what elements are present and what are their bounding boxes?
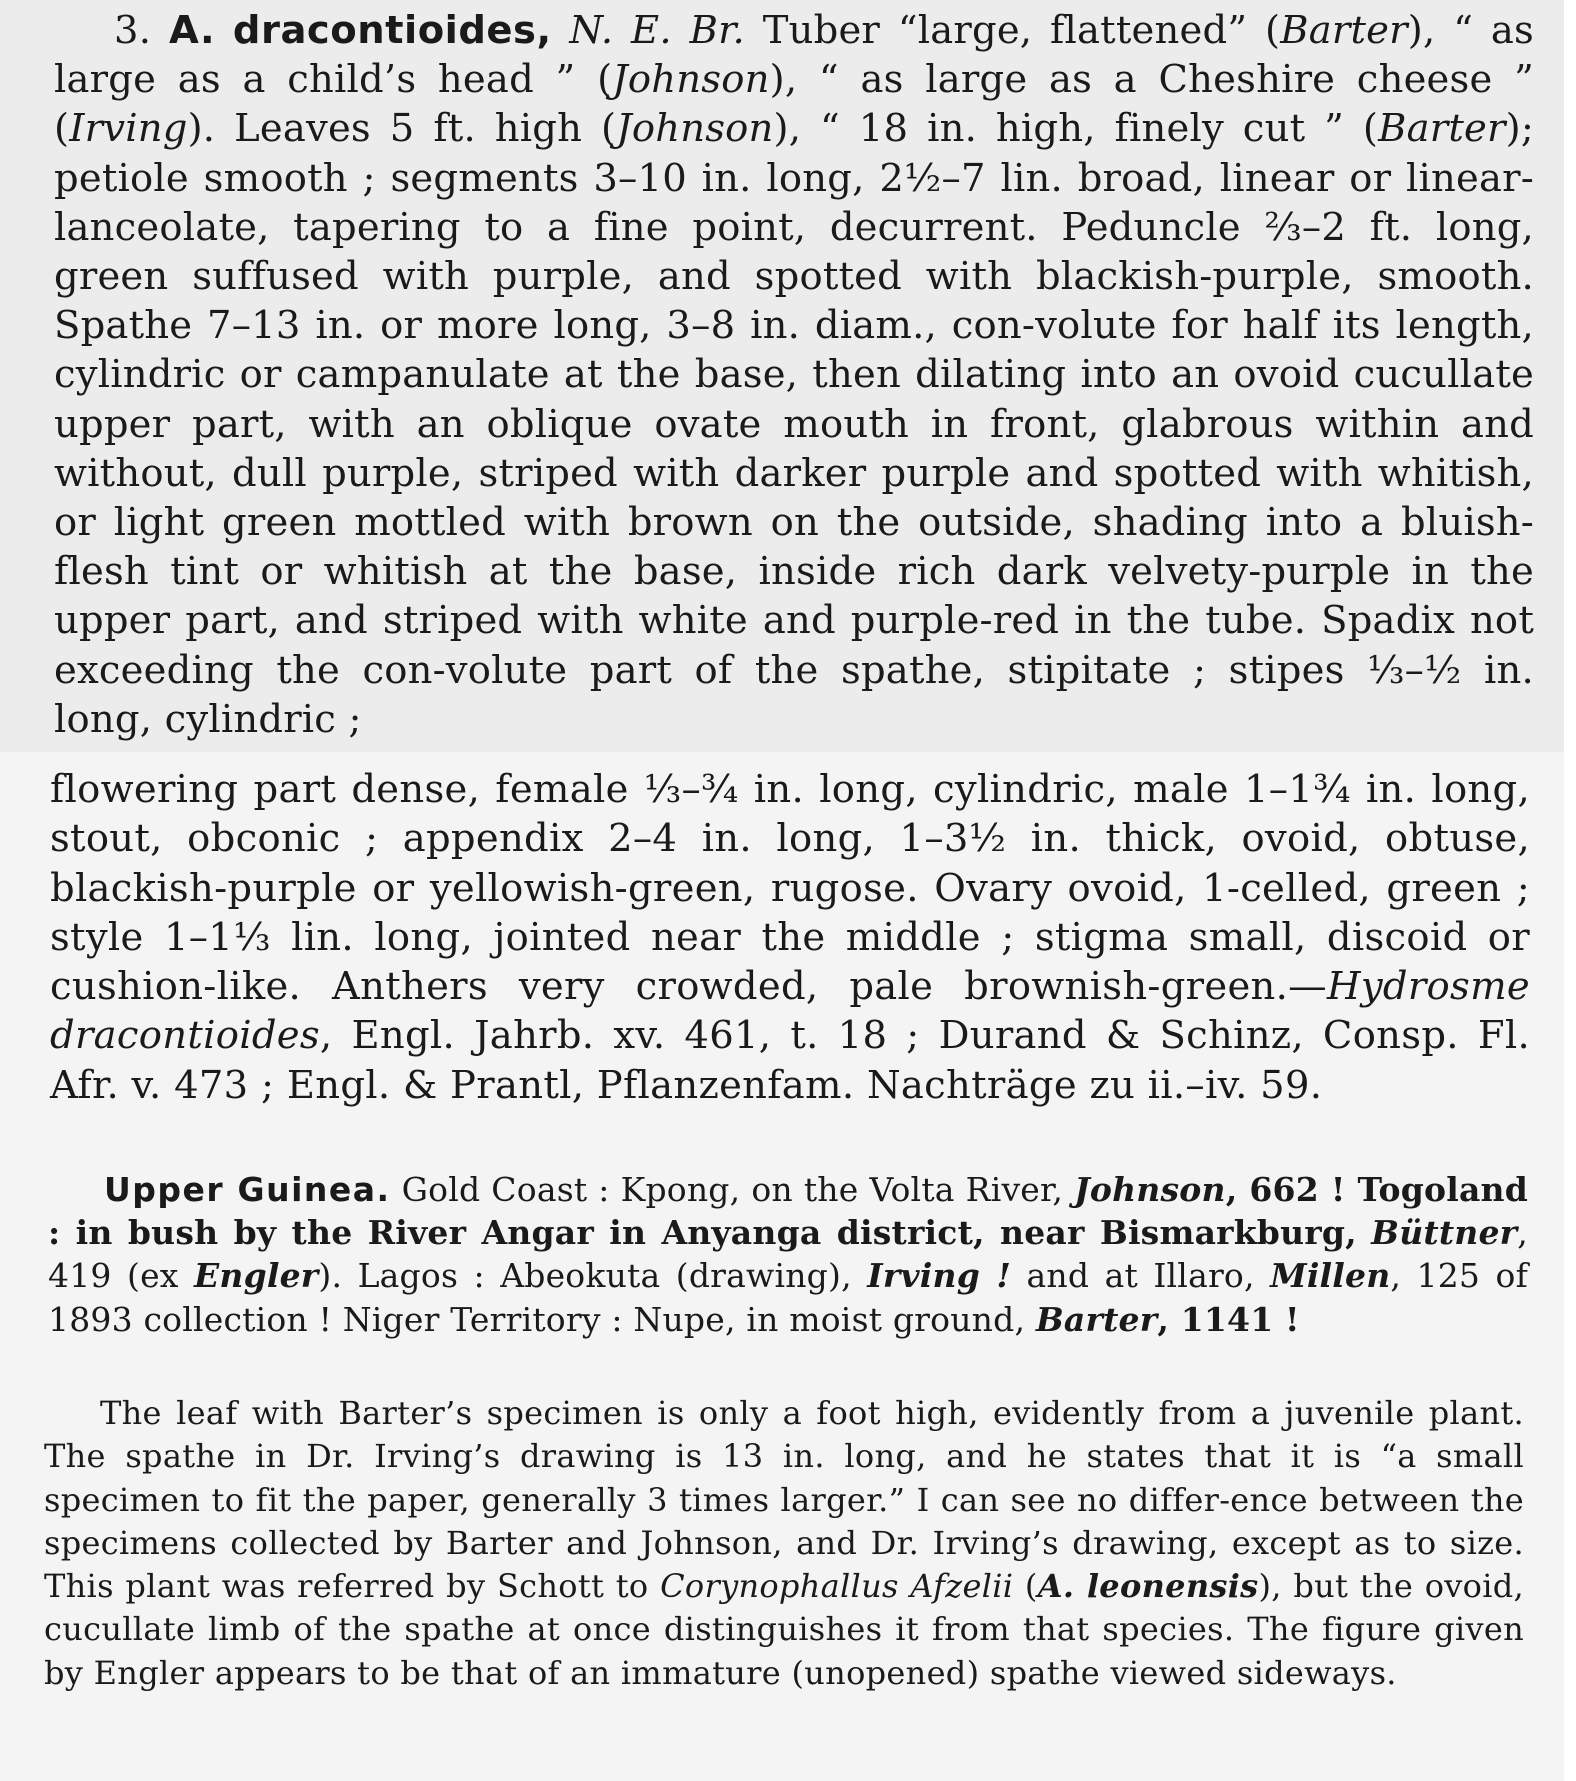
collector-name: Millen xyxy=(1270,1256,1391,1296)
collector-name: Büttner xyxy=(1371,1213,1518,1253)
locality-text: , 419 (ex xyxy=(48,1213,1528,1296)
citation-name: Irving xyxy=(69,106,188,152)
citation-name: Barter xyxy=(1280,8,1408,53)
description-text: ). Leaves 5 ft. high ( xyxy=(187,106,617,152)
species-description-part2 xyxy=(50,765,1530,1110)
synonym-name: Hydrosme dracontioides xyxy=(50,964,1530,1059)
species-number: 3. xyxy=(114,8,152,53)
locality-text: ). Lagos : Abeokuta (drawing), xyxy=(318,1256,852,1296)
locality-text: Gold Coast : Kpong, on the Volta River, xyxy=(401,1170,1064,1209)
description-text: Tuber “large, flattened” ( xyxy=(762,8,1281,53)
species-description-part1 xyxy=(54,6,1534,744)
taxon-name: Corynophallus Afzelii xyxy=(660,1567,1014,1606)
locality-text: , 1141 ! xyxy=(1157,1299,1300,1339)
note-text: The leaf with Barter’s specimen is only a foot high, evidently from a juvenile plant. The spathe in Dr. Irving’s drawing is 13 in. long, and he states that it is “a small specimen to fit the paper, generally 3 times larger.” I can see no differ-ence between the specimens collected by Barter and Johnson, and Dr. Irving’s drawing, except as to size. This plant was referred by Schott to xyxy=(44,1394,1524,1606)
collector-name: Engler xyxy=(194,1256,319,1296)
collector-name: Irving ! xyxy=(867,1256,1012,1296)
taxon-name: A. leonensis xyxy=(1037,1567,1259,1606)
note-paragraph xyxy=(44,1392,1524,1695)
region-heading: Upper Guinea. xyxy=(104,1170,391,1209)
species-author: N. E. Br. xyxy=(569,8,745,53)
description-text: ), “ as large as a child’s head ” ( xyxy=(54,8,1534,103)
distribution-paragraph xyxy=(48,1168,1528,1341)
citation-name: Barter xyxy=(1378,106,1506,152)
note-text: ), but the ovoid, cucullate limb of the spathe at once distinguishes it from that species. The figure given by Engler appears to be that of an immature (unopened) spathe viewed sideways. xyxy=(44,1567,1524,1692)
right-margin xyxy=(1564,0,1576,1781)
genus-abbreviation: A. xyxy=(168,8,216,53)
description-text: ), “ 18 in. high, finely cut ” ( xyxy=(773,106,1379,152)
species-epithet: dracontioides, xyxy=(232,8,552,53)
locality-text: and at Illaro, xyxy=(1026,1256,1255,1296)
locality-text: , 125 of 1893 collection ! Niger Territory : Nupe, in moist ground, xyxy=(48,1256,1528,1339)
description-text: flowering part dense, female ⅓–¾ in. long, cylindric, male 1–1¾ in. long, stout, obconic ; appendix 2–4 in. long, 1–3½ in. thick, ovoid, obtuse, blackish-purple or yellowish-green, rugose. Ovary ovoid, 1-celled, green ; style 1–1⅓ lin. long, jointed near the middle ; stigma small, discoid or cushion-like. Anthers very crowded, pale brownish-green.— xyxy=(50,767,1530,1010)
citation-name: Johnson xyxy=(616,106,774,152)
locality-text: , 662 ! Togoland : in bush by the River Angar in Anyanga district, near Bismarkburg, xyxy=(48,1170,1528,1253)
description-text: ), “ as large as a Cheshire cheese ” ( xyxy=(54,57,1534,152)
collector-name: Barter xyxy=(1035,1299,1158,1339)
note-text: ( xyxy=(1024,1567,1038,1606)
collector-name: Johnson xyxy=(1074,1170,1226,1209)
description-text: ); petiole smooth ; segments 3–10 in. long, 2½–7 lin. broad, linear or linear-lanceolate, tapering to a fine point, decurrent. Peduncle ⅔–2 ft. long, green suffused with purple, and spotted with blackish-purple, smooth. Spathe 7–13 in. or more long, 3–8 in. diam., con-volute for half its length, cylindric or campanulate at the base, then dilating into an ovoid cucullate upper part, with an oblique ovate mouth in front, glabrous within and without, dull purple, striped with darker purple and spotted with whitish, or light green mottled with brown on the outside, shading into a bluish-flesh tint or whitish at the base, inside rich dark velvety-purple in the upper part, and striped with white and purple-red in the tube. Spadix not exceeding the con-volute part of the spathe, stipitate ; stipes ⅓–½ in. long, cylindric ; xyxy=(54,106,1535,742)
reference-text: , Engl. Jahrb. xv. 461, t. 18 ; Durand & Schinz, Consp. Fl. Afr. v. 473 ; Engl. & Prantl, Pflanzenfam. Nachträge zu ii.–iv. 59. xyxy=(50,1013,1530,1108)
citation-name: Johnson xyxy=(612,57,770,103)
